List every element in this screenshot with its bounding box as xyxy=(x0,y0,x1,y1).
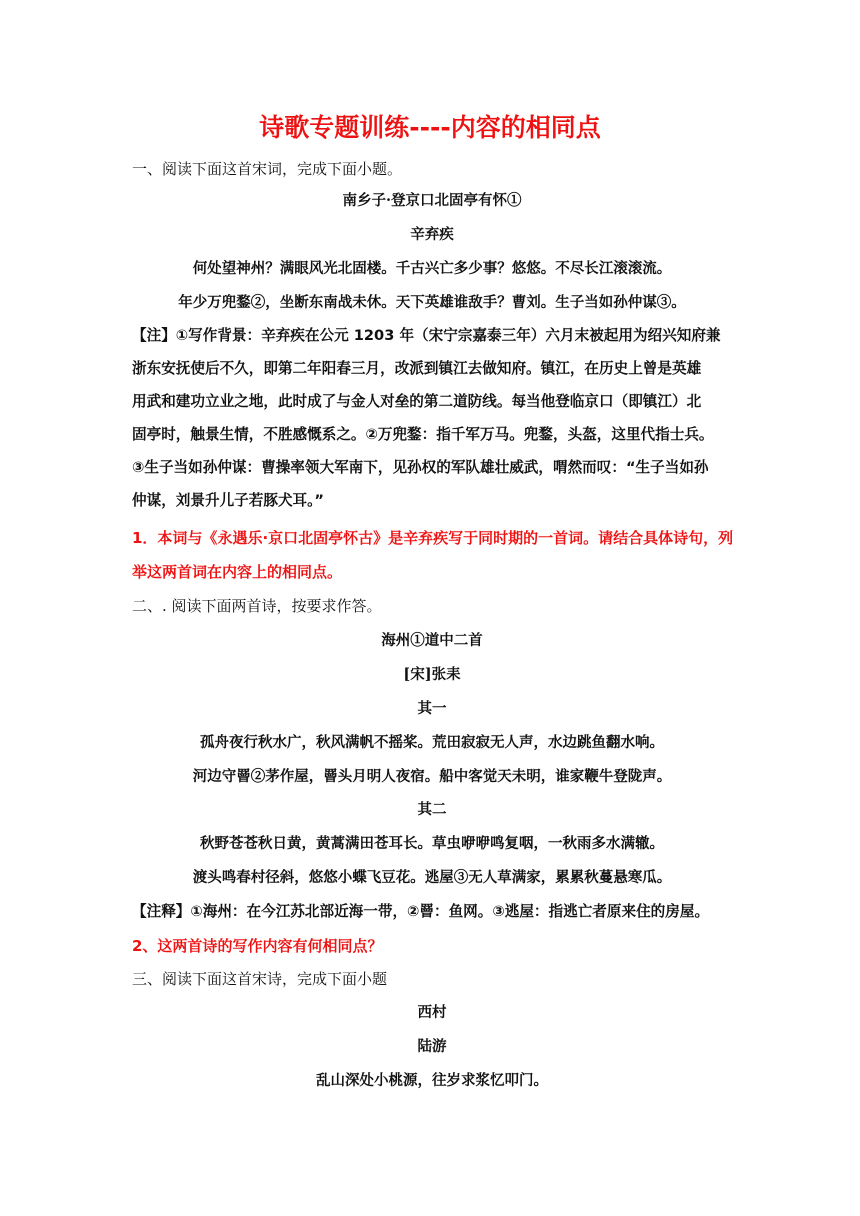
poem-2-title: 海州①道中二首 xyxy=(381,632,483,649)
note-1-line-6: 仲谋，刘景升儿子若豚犬耳。” xyxy=(132,492,325,509)
poem-2-part-2-line-2: 渡头鸣春村径斜，悠悠小蝶飞豆花。逃屋③无人草满家，累累秋蔓悬寒瓜。 xyxy=(192,869,672,886)
note-1-line-3: 用武和建功立业之地，此时成了与金人对垒的第二道防线。每当他登临京口（即镇江）北 xyxy=(132,393,702,410)
question-1-line-2: 举这两首词在内容上的相同点。 xyxy=(132,563,343,581)
poem-1-line-2: 年少万兜鍪②，坐断东南战未休。天下英雄谁敌手？曹刘。生子当如孙仲谋③。 xyxy=(178,294,686,311)
poem-1-title: 南乡子·登京口北固亭有怀① xyxy=(342,192,522,209)
poem-2-author: [宋]张耒 xyxy=(403,666,461,683)
note-1-line-1: 【注】①写作背景：辛弃疾在公元 1203 年（宋宁宗嘉泰三年）六月末被起用为绍兴知府兼 xyxy=(132,327,721,344)
poem-1-line-1: 何处望神州？满眼风光北固楼。千古兴亡多少事？悠悠。不尽长江滚滚流。 xyxy=(192,260,672,277)
note-2: 【注释】①海州：在今江苏北部近海一带，②罾：鱼网。③逃屋：指逃亡者原来住的房屋。 xyxy=(132,903,710,920)
question-1-line-1: 1．本词与《永遇乐·京口北固亭怀古》是辛弃疾写于同时期的一首词。请结合具体诗句，列 xyxy=(132,529,734,547)
note-1-line-4: 固亭时，触景生情，不胜感慨系之。②万兜鍪：指千军万马。兜鍪，头盔，这里代指士兵。 xyxy=(132,426,714,443)
question-2: 2、这两首诗的写作内容有何相同点？ xyxy=(132,937,383,955)
poem-2-part-1-label: 其一 xyxy=(417,700,447,717)
section-3-heading: 三、阅读下面这首宋诗，完成下面小题 xyxy=(132,970,388,988)
section-2-heading: 二、. 阅读下面两首诗，按要求作答。 xyxy=(132,597,382,615)
poem-2-part-1-line-1: 孤舟夜行秋水广，秋风满帆不摇桨。荒田寂寂无人声，水边跳鱼翻水响。 xyxy=(200,734,664,751)
note-1-line-5: ③生子当如孙仲谋：曹操率领大军南下，见孙权的军队雄壮威武，喟然而叹：“生子当如孙 xyxy=(132,459,709,476)
poem-3-author: 陆游 xyxy=(417,1038,447,1055)
note-1-line-2: 浙东安抚使后不久，即第二年阳春三月，改派到镇江去做知府。镇江，在历史上曾是英雄 xyxy=(132,360,702,377)
poem-3-title: 西村 xyxy=(417,1004,447,1021)
section-1-heading: 一、阅读下面这首宋词，完成下面小题。 xyxy=(132,160,403,178)
poem-2-part-2-label: 其二 xyxy=(417,801,447,818)
page-title: 诗歌专题训练----内容的相同点 xyxy=(259,113,601,142)
poem-1-author: 辛弃疾 xyxy=(410,226,454,243)
poem-2-part-2-line-1: 秋野苍苍秋日黄，黄蒿满田苍耳长。草虫咿咿鸣复咽，一秋雨多水满辙。 xyxy=(200,835,664,852)
poem-3-line-1: 乱山深处小桃源，往岁求浆忆叩门。 xyxy=(316,1072,548,1089)
poem-2-part-1-line-2: 河边守罾②茅作屋，罾头月明人夜宿。船中客觉天未明，谁家鞭牛登陇声。 xyxy=(192,768,672,785)
